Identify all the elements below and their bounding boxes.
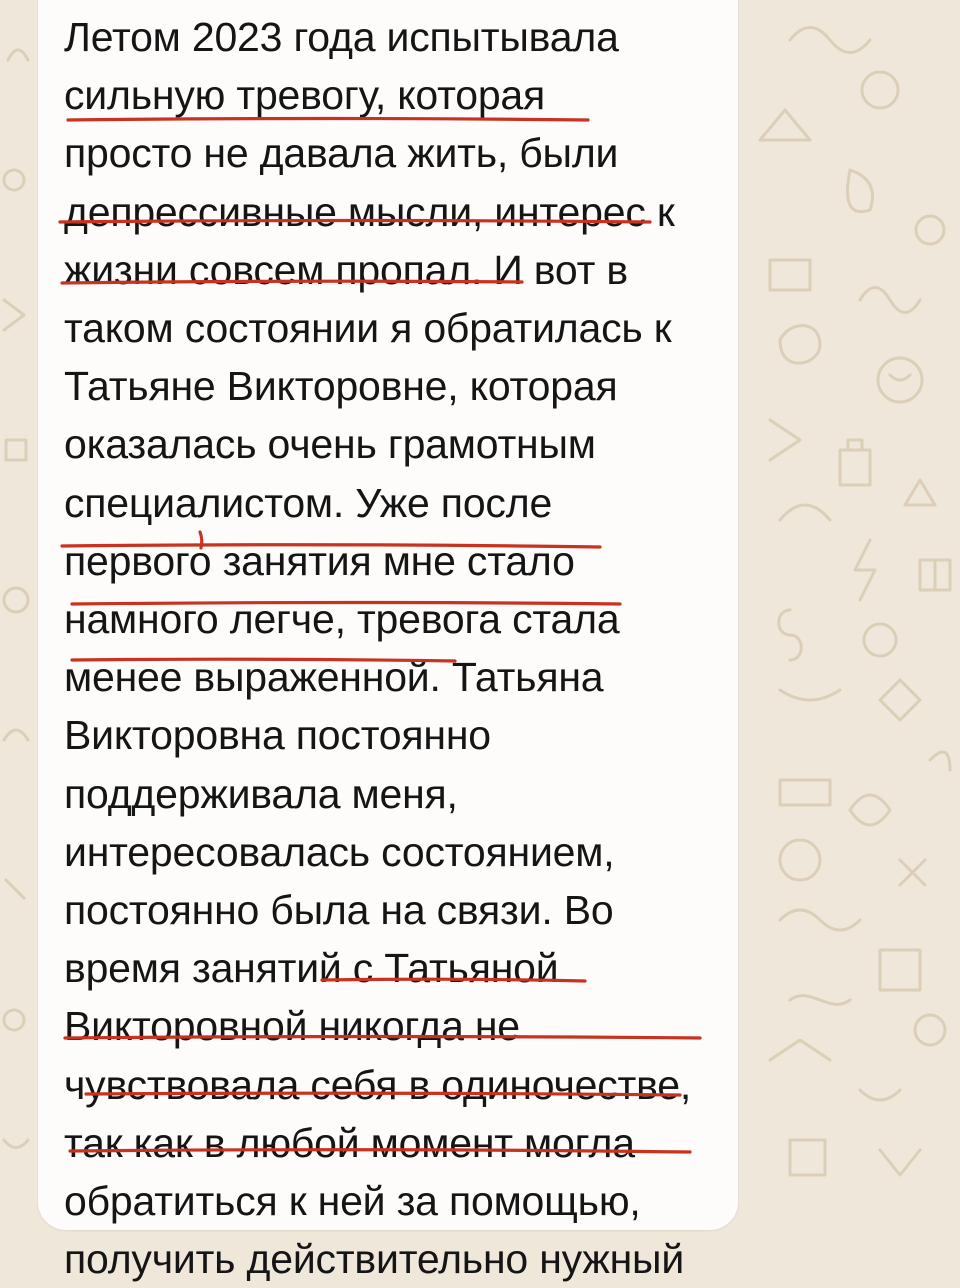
message-text: Летом 2023 года испытывала сильную тревогу, которая просто не давала жить, были депрессивные мысли, интерес к жизни совсем пропал. И вот в таком состоянии я обратилась к Татьяне Викторовне, которая оказалась очень грамотным специалистом. Уже после первого занятия мне стало намного легче, тревога стала менее выраженной. Татьяна Викторовна постоянно поддерживала меня, интересовалась состоянием, постоянно была на связи. Во время занятий с Татьяной Викторовной никогда не чувствовала себя в одиночестве, так как в любой момент могла обратиться к ней за помощью, получить действительно нужный	[64, 14, 692, 1283]
